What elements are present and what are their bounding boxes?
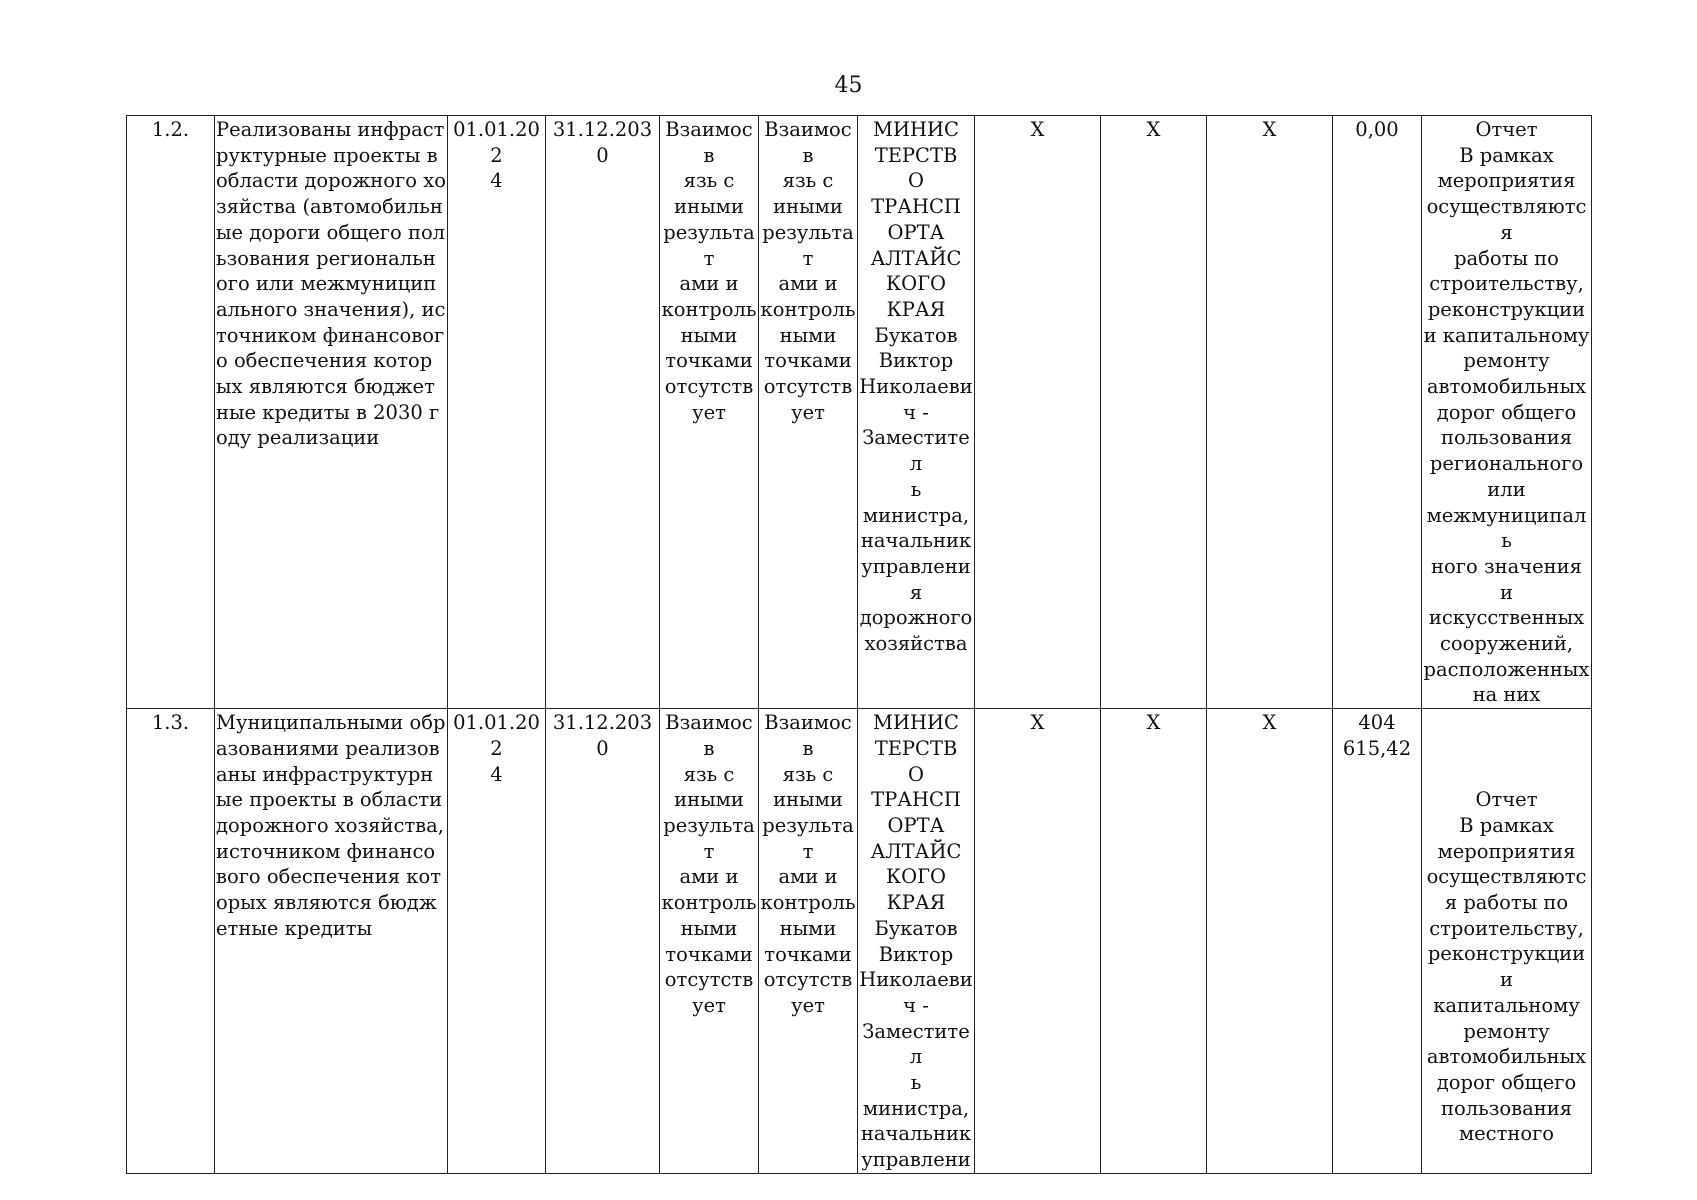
responsible-cell: МИНИС ТЕРСТВ О ТРАНСП ОРТА АЛТАЙС КОГО КРАЯ Букатов Виктор Николаеви ч - Заместител ь министра, начальник управлени я дорожного хозяйства — [858, 116, 975, 709]
amount-cell: 404 615,42 — [1333, 709, 1422, 1174]
x-mark-cell: X — [975, 116, 1101, 709]
relation-cell: Взаимосв язь с иными результат ами и контроль ными точками отсутств ует — [759, 709, 858, 1174]
row-number: 1.2. — [127, 116, 215, 709]
report-title: Отчет — [1475, 118, 1538, 141]
start-date: 01.01.202 4 — [448, 709, 546, 1174]
x-mark-cell: X — [1101, 116, 1207, 709]
relation-cell: Взаимосв язь с иными результат ами и контроль ными точками отсутств ует — [759, 116, 858, 709]
table-row — [127, 709, 1592, 1174]
results-table — [126, 115, 1592, 1174]
report-cell — [1422, 709, 1592, 1174]
page-number: 45 — [834, 73, 863, 98]
report-text: В рамках мероприятия осуществляются работы по строительству, реконструкции и капитальному ремонту автомобильных дорог общего пользования регионального или межмуниципаль ного значения и искусственных сооружений, расположенных на них — [1423, 143, 1590, 707]
end-date: 31.12.2030 — [546, 709, 660, 1174]
report-title: Отчет — [1475, 788, 1538, 812]
x-mark-cell: X — [975, 709, 1101, 1174]
amount-cell: 0,00 — [1333, 116, 1422, 709]
x-mark-cell: X — [1207, 116, 1333, 709]
x-mark-cell: X — [1101, 709, 1207, 1174]
row-number: 1.3. — [127, 709, 215, 1174]
result-name: Реализованы инфраструктурные проекты в области дорожного хозяйства (автомобильные дороги общего пользования регионального или межмуниципального значения), источником финансового обеспечения которых являются бюджетные кредиты в 2030 году реализации — [215, 116, 448, 709]
table-row — [127, 116, 1592, 709]
report-text: В рамках мероприятия осуществляютс я работы по строительству, реконструкции и капитальному ремонту автомобильных дорог общего пользования местного — [1426, 813, 1587, 1146]
report-cell — [1422, 116, 1592, 709]
result-name: Муниципальными образованиями реализованы инфраструктурные проекты в области дорожного хозяйства, источником финансового обеспечения которых являются бюджетные кредиты — [215, 709, 448, 1174]
relation-cell: Взаимосв язь с иными результат ами и контроль ными точками отсутств ует — [660, 116, 759, 709]
responsible-cell: МИНИС ТЕРСТВ О ТРАНСП ОРТА АЛТАЙС КОГО КРАЯ Букатов Виктор Николаеви ч - Заместител ь министра, начальник управлени — [858, 709, 975, 1174]
relation-cell: Взаимосв язь с иными результат ами и контроль ными точками отсутств ует — [660, 709, 759, 1174]
start-date: 01.01.202 4 — [448, 116, 546, 709]
x-mark-cell: X — [1207, 709, 1333, 1174]
end-date: 31.12.2030 — [546, 116, 660, 709]
